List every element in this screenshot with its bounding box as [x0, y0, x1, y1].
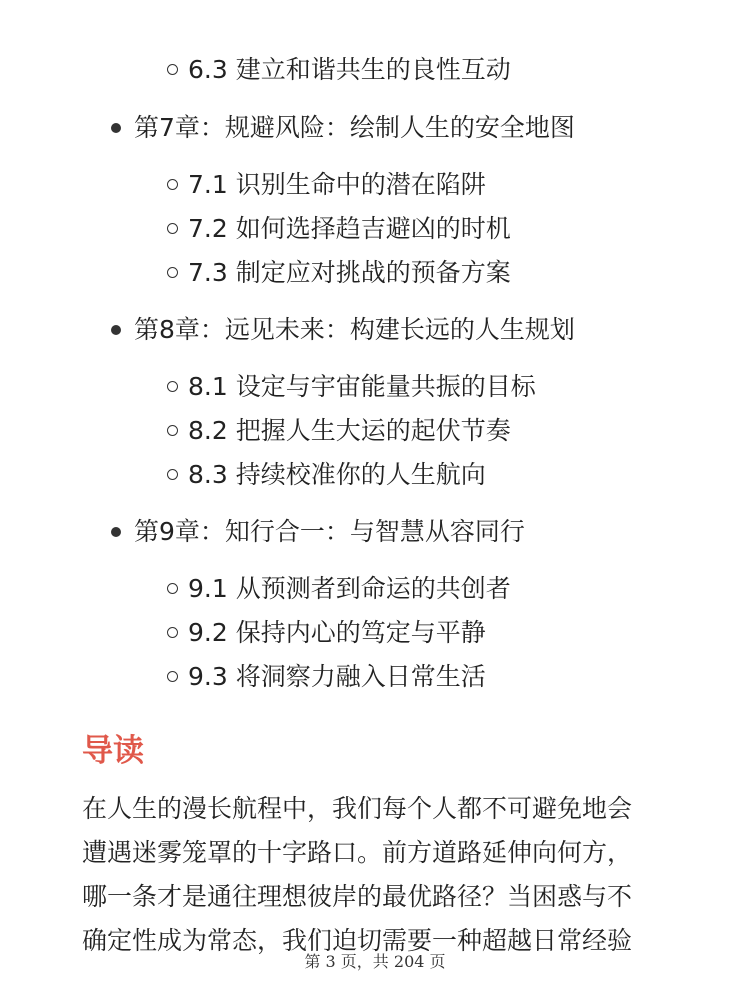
hollow-bullet-icon: [164, 163, 180, 207]
hollow-bullet-icon: [164, 567, 180, 611]
hollow-bullet-icon: [164, 207, 180, 251]
section-heading: 导读: [82, 733, 144, 769]
toc-entry-text: 8.3 持续校准你的人生航向: [188, 460, 486, 489]
toc-entry-text: 9.3 将洞察力融入日常生活: [188, 662, 486, 691]
hollow-bullet-icon: [164, 48, 180, 92]
filled-bullet-icon: [108, 106, 124, 150]
intro-paragraph: [82, 787, 682, 963]
toc-entry-text: 9.2 保持内心的笃定与平静: [188, 618, 486, 647]
filled-bullet-icon: [108, 308, 124, 352]
toc-chapter-text: 第9章：知行合一：与智慧从容同行: [134, 517, 525, 546]
paragraph-line: 在人生的漫长航程中，我们每个人都不可避免地会: [82, 794, 633, 823]
hollow-bullet-icon: [164, 251, 180, 295]
toc-entry-text: 7.1 识别生命中的潜在陷阱: [188, 170, 486, 199]
hollow-bullet-icon: [164, 365, 180, 409]
toc-entry-text: 6.3 建立和谐共生的良性互动: [188, 55, 511, 84]
hollow-bullet-icon: [164, 453, 180, 497]
toc-entry-text: 8.2 把握人生大运的起伏节奏: [188, 416, 511, 445]
toc-entry-text: 8.1 设定与宇宙能量共振的目标: [188, 372, 536, 401]
paragraph-line: 哪一条才是通往理想彼岸的最优路径？当困惑与不: [82, 882, 633, 911]
hollow-bullet-icon: [164, 655, 180, 699]
paragraph-line: 确定性成为常态，我们迫切需要一种超越日常经验: [82, 926, 633, 955]
filled-bullet-icon: [108, 510, 124, 554]
hollow-bullet-icon: [164, 611, 180, 655]
hollow-bullet-icon: [164, 409, 180, 453]
toc-chapter-text: 第7章：规避风险：绘制人生的安全地图: [134, 113, 575, 142]
toc-entry-text: 7.2 如何选择趋吉避凶的时机: [188, 214, 511, 243]
page-footer: 第 3 页，共 204 页: [304, 952, 446, 971]
toc-entry-text: 7.3 制定应对挑战的预备方案: [188, 258, 511, 287]
toc-chapter-text: 第8章：远见未来：构建长远的人生规划: [134, 315, 575, 344]
toc-entry-text: 9.1 从预测者到命运的共创者: [188, 574, 511, 603]
paragraph-line: 遭遇迷雾笼罩的十字路口。前方道路延伸向何方，: [82, 838, 633, 867]
